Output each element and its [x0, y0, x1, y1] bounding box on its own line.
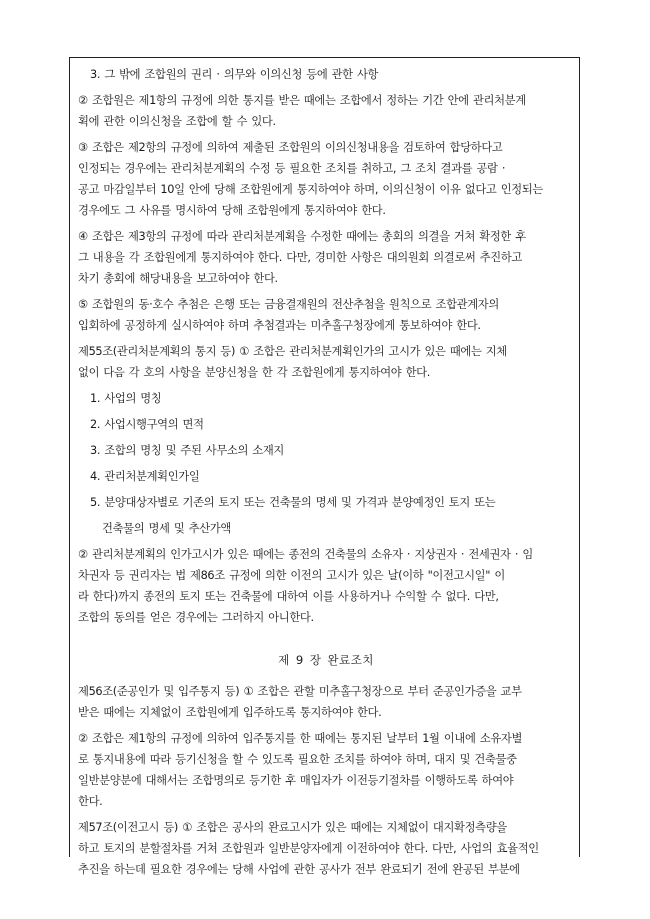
text-line: 그 내용을 각 조합원에게 통지하여야 한다. 다만, 경미한 사항은 대의원회 의결로써 추진하고	[78, 251, 522, 264]
text-line: 경우에도 그 사유를 명시하여 당해 조합원에게 통지하여야 한다.	[78, 204, 386, 217]
text-line: 조합의 동의를 얻은 경우에는 그러하지 아니한다.	[78, 611, 314, 624]
text-line: 인정되는 경우에는 관리처분계획의 수정 등 필요한 조치를 취하고, 그 조치 결과를 공람 ·	[78, 162, 506, 175]
text-line: 차기 총회에 해당내용을 보고하여야 한다.	[78, 272, 278, 285]
text-line: ④ 조합은 제3항의 규정에 따라 관리처분계획을 수정한 때에는 총회의 의결을 거쳐 확정한 후	[78, 230, 526, 243]
paragraph	[78, 414, 574, 435]
paragraph	[78, 90, 574, 132]
text-line: 없이 다음 각 호의 사항을 분양신청을 한 각 조합원에게 통지하여야 한다.	[78, 366, 430, 379]
text-line: 공고 마감일부터 10일 안에 당해 조합원에게 통지하여야 하며, 이의신청이 이유 없다고 인정되는	[78, 183, 543, 196]
text-line: 추진을 하는데 필요한 경우에는 당해 사업에 관한 공사가 전부 완료되기 전에 완공된 부분에	[78, 863, 520, 876]
text-line: 하고 토지의 분할절차를 거쳐 조합원과 일반분양자에게 이전하여야 한다. 다만, 사업의 효율적인	[78, 842, 539, 855]
text-line: 제56조(준공인가 및 입주통지 등) ① 조합은 관할 미추홀구청장으로 부터 준공인가증을 교부	[78, 685, 522, 698]
paragraph	[78, 137, 574, 221]
paragraph	[78, 388, 574, 409]
text-line: 획에 관한 이의신청을 조합에 할 수 있다.	[78, 115, 276, 128]
text-line: 1. 사업의 명칭	[90, 392, 162, 405]
chapter-title: 제 9 장 완료조치	[278, 653, 374, 667]
text-line: ② 조합원은 제1항의 규정에 의한 통지를 받은 때에는 조합에서 정하는 기간 안에 관리처분계	[78, 94, 526, 107]
text-line: ② 조합은 제1항의 규정에 의하여 입주통지를 한 때에는 통지된 날부터 1월 이내에 소유자별	[78, 732, 523, 745]
paragraph	[78, 294, 574, 336]
paragraph	[78, 226, 574, 289]
paragraph	[78, 64, 574, 85]
text-line: 한다.	[78, 795, 103, 808]
paragraph	[78, 492, 574, 513]
paragraph	[78, 681, 574, 723]
paragraph	[78, 544, 574, 628]
text-line: 4. 관리처분계획인가일	[90, 470, 200, 483]
text-line: 5. 분양대상자별로 기존의 토지 또는 건축물의 명세 및 가격과 분양예정인 토지 또는	[90, 496, 496, 509]
text-line: 제57조(이전고시 등) ① 조합은 공사의 완료고시가 있은 때에는 지체없이 대지확정측량을	[78, 821, 507, 834]
text-line: 차권자 등 권리자는 법 제86조 규정에 의한 이전의 고시가 있은 날(이하 "이전고시일" 이	[78, 569, 505, 582]
text-line: 2. 사업시행구역의 면적	[90, 418, 204, 431]
paragraph	[78, 817, 574, 880]
text-line: ⑤ 조합원의 동·호수 추첨은 은행 또는 금융결재원의 전산추첨을 원칙으로 조합관계자의	[78, 298, 499, 311]
chapter-heading	[78, 650, 574, 671]
text-line: 일반분양분에 대해서는 조합명의로 등기한 후 매입자가 이전등기절차를 이행하도록 하여야	[78, 774, 514, 787]
text-line: 제55조(관리처분계획의 통지 등) ① 조합은 관리처분계획인가의 고시가 있은 때에는 지체	[78, 345, 507, 358]
text-line: 3. 조합의 명칭 및 주된 사무소의 소재지	[90, 444, 284, 457]
text-line: 로 통지내용에 따라 등기신청을 할 수 있도록 필요한 조치를 하여야 하며, 대지 및 건축물중	[78, 753, 517, 766]
paragraph	[78, 728, 574, 812]
text-line: 3. 그 밖에 조합원의 권리 · 의무와 이의신청 등에 관한 사항	[90, 68, 379, 81]
paragraph	[78, 518, 574, 539]
text-line: 건축물의 명세 및 추산가액	[102, 522, 231, 535]
text-line: ③ 조합은 제2항의 규정에 의하여 제출된 조합원의 이의신청내용을 검토하여 합당하다고	[78, 141, 503, 154]
text-line: 입회하에 공정하게 실시하여야 하며 추첨결과는 미추홀구청장에게 통보하여야 한다.	[78, 319, 481, 332]
paragraph	[78, 341, 574, 383]
text-line: 받은 때에는 지체없이 조합원에게 입주하도록 통지하여야 한다.	[78, 706, 382, 719]
paragraph	[78, 440, 574, 461]
text-line: 라 한다)까지 종전의 토지 또는 건축물에 대하여 이를 사용하거나 수익할 수 없다. 다만,	[78, 590, 499, 603]
paragraph	[78, 466, 574, 487]
text-line: ② 관리처분계획의 인가고시가 있은 때에는 종전의 건축물의 소유자 · 지상권자 · 전세권자 · 임	[78, 548, 533, 561]
document-page	[69, 57, 580, 876]
